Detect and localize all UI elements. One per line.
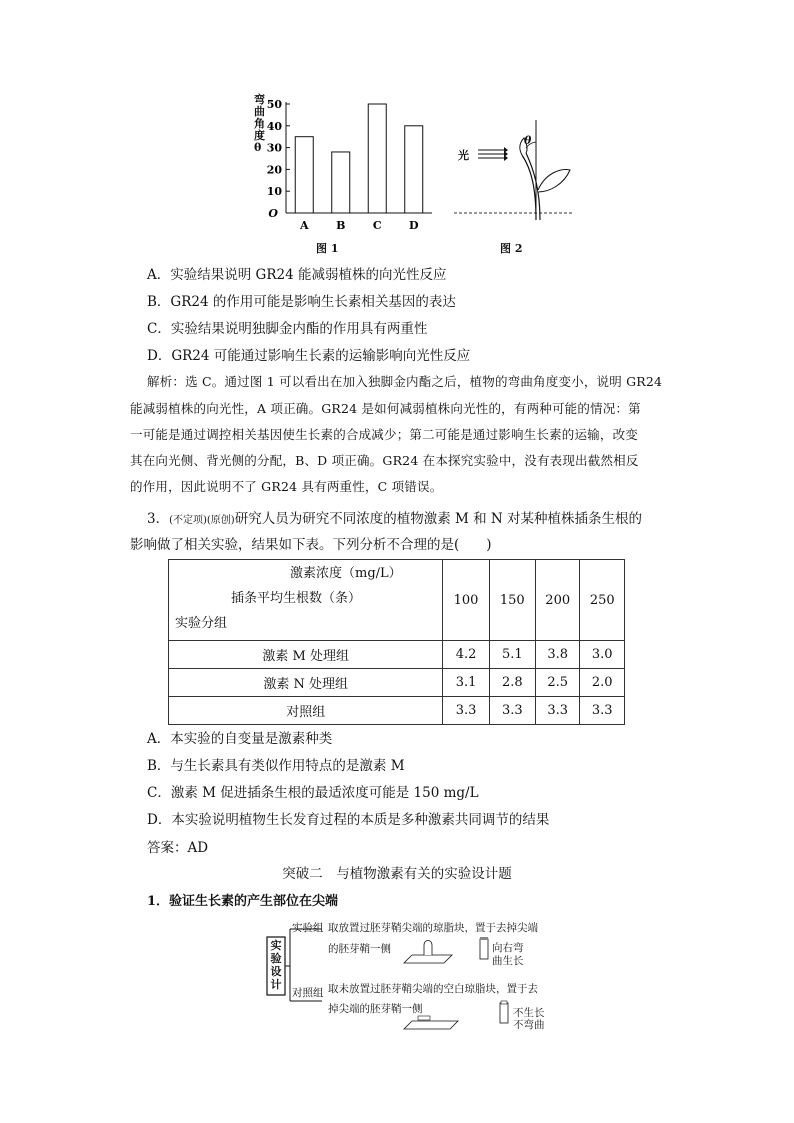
conc-100: 100 [443, 560, 489, 641]
ctrl-result-1: 不生长 [513, 1007, 545, 1019]
cell: 2.0 [580, 669, 625, 697]
exp-result-1: 向右弯 [492, 942, 524, 954]
cell: 2.8 [489, 669, 535, 697]
q2-solution-line-2: 能减弱植株的向光性，A 项正确。GR24 是如何减弱植株向光性的，有两种可能的情况：第 [130, 401, 641, 416]
y-tick-label: 30 [266, 141, 282, 155]
design-char: 实 [270, 939, 282, 952]
q3-option-a: A．本实验的自变量是激素种类 [147, 731, 333, 747]
cell: 3.0 [580, 641, 625, 669]
x-tick-label: C [372, 219, 382, 232]
cell: 3.3 [535, 697, 580, 725]
y-tick-label: 40 [266, 119, 282, 133]
q2-solution-line-3: 一可能是通过调控相关基因使生长素的合成减少；第二可能是通过影响生长素的运输，改变 [130, 427, 639, 442]
bar-D [405, 126, 423, 213]
header-concentration: 激素浓度（mg/L） [290, 566, 402, 581]
ctrl-group-label: 对照组 [292, 987, 324, 999]
exp-text-1: 取放置过胚芽鞘尖端的琼脂块，置于去掉尖端 [328, 922, 538, 934]
table-row [169, 641, 625, 669]
header-root-count: 插条平均生根数（条） [231, 591, 362, 606]
q3-option-c: C．激素 M 促进插条生根的最适浓度可能是 150 mg/L [147, 785, 479, 801]
origin-label: O [268, 207, 278, 220]
cell: 3.3 [580, 697, 625, 725]
q2-solution-line-5: 的作用，因此说明不了 GR24 具有两重性，C 项错误。 [130, 479, 443, 494]
q3-tag-original: (原创) [206, 515, 235, 526]
y-tick-label: 20 [266, 163, 282, 177]
bar-A [295, 137, 313, 213]
figure1-chart [250, 92, 440, 232]
header-group: 实验分组 [175, 616, 228, 631]
q3-data-table [168, 559, 625, 725]
bar-C [368, 104, 386, 213]
row-label-n: 激素 N 处理组 [169, 669, 443, 697]
cell: 2.5 [535, 669, 580, 697]
cell: 3.3 [489, 697, 535, 725]
cell: 3.8 [535, 641, 580, 669]
x-tick-label: D [408, 219, 419, 232]
x-tick-label: B [336, 219, 346, 232]
q2-option-c: C．实验结果说明独脚金内酯的作用具有两重性 [147, 321, 428, 337]
theta-label: θ [524, 134, 532, 147]
y-tick-label: 10 [266, 185, 282, 199]
exp-text-2: 的胚芽鞘一侧 [328, 943, 391, 955]
row-label-control: 对照组 [169, 697, 443, 725]
cell: 3.3 [443, 697, 489, 725]
section2-item1-title: 1．验证生长素的产生部位在尖端 [147, 894, 339, 909]
figure1-ylabel: 弯曲角度θ [254, 93, 265, 154]
ctrl-result-2: 不弯曲 [513, 1019, 545, 1031]
table-row [169, 697, 625, 725]
q2-option-b: B．GR24 的作用可能是影响生长素相关基因的表达 [147, 294, 456, 310]
design-char: 计 [270, 978, 282, 991]
section-title: 突破二 与植物激素有关的实验设计题 [282, 866, 512, 882]
q2-solution-line-4: 其在向光侧、背光侧的分配，B、D 项正确。GR24 在本探究实验中，没有表现出截然相反 [130, 453, 639, 468]
exp-group-label: 实验组 [292, 922, 324, 934]
table-header-diagonal [169, 560, 443, 641]
q3-tag-multi: (不定项) [169, 515, 207, 526]
q3-number: 3． [147, 511, 170, 527]
ctrl-text-1: 取未放置过胚芽鞘尖端的空白琼脂块，置于去 [328, 983, 538, 995]
q2-option-d: D．GR24 可能通过影响生长素的运输影响向光性反应 [147, 348, 471, 364]
exp-result-2: 曲生长 [492, 955, 524, 967]
bar-B [332, 152, 350, 213]
design-vertical-label [270, 939, 282, 991]
q2-option-a: A．实验结果说明 GR24 能减弱植株的向光性反应 [147, 267, 447, 283]
q2-solution-line-1: 解析：选 C。通过图 1 可以看出在加入独脚金内酯之后，植物的弯曲角度变小，说明 GR24 [147, 374, 663, 389]
cell: 4.2 [443, 641, 489, 669]
q3-option-b: B．与生长素具有类似作用特点的是激素 M [147, 758, 405, 774]
q3-stem-text-1: 研究人员为研究不同浓度的植物激素 M 和 N 对某种植株插条生根的 [234, 511, 643, 527]
ctrl-text-2: 掉尖端的胚芽鞘一侧 [328, 1003, 423, 1015]
q3-stem-line-2: 影响做了相关实验，结果如下表。下列分析不合理的是( ) [130, 537, 492, 553]
cell: 5.1 [489, 641, 535, 669]
light-label: 光 [458, 149, 469, 162]
table-row [169, 669, 625, 697]
figure2-label: 图 2 [500, 242, 523, 255]
cell: 3.1 [443, 669, 489, 697]
experiment-design-diagram [262, 915, 562, 1030]
figure1 [250, 92, 440, 255]
conc-200: 200 [535, 560, 580, 641]
figure1-label: 图 1 [316, 242, 339, 255]
design-char: 验 [270, 952, 282, 965]
x-tick-label: A [299, 219, 309, 232]
q3-stem-line-1 [147, 507, 642, 527]
design-char: 设 [270, 965, 282, 978]
figure2-plant-diagram [452, 120, 582, 220]
conc-250: 250 [580, 560, 625, 641]
row-label-m: 激素 M 处理组 [169, 641, 443, 669]
figure2 [452, 120, 582, 255]
q3-option-d: D．本实验说明植物生长发育过程的本质是多种激素共同调节的结果 [147, 812, 550, 828]
y-tick-label: 50 [266, 98, 282, 111]
conc-150: 150 [489, 560, 535, 641]
light-arrows [478, 147, 508, 161]
q3-answer: 答案：AD [147, 840, 209, 856]
